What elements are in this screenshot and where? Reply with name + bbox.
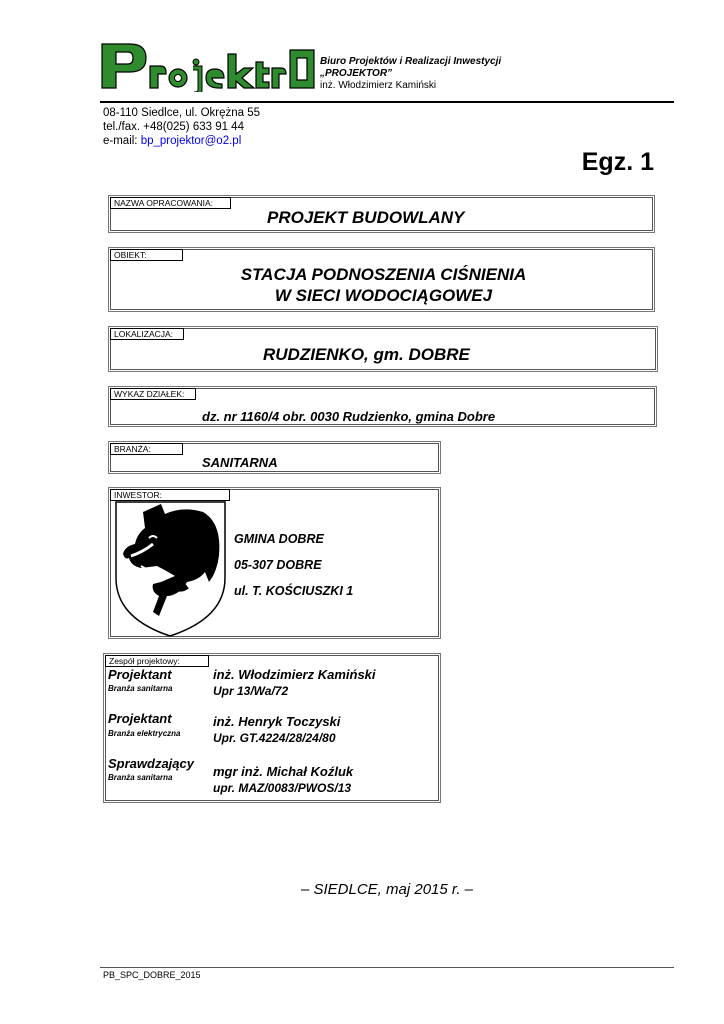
- coat-of-arms-boar-icon: [113, 500, 228, 638]
- project-name-box: [108, 195, 655, 233]
- location-label: LOKALIZACJA:: [110, 328, 184, 340]
- place-date: – SIEDLCE, maj 2015 r. –: [300, 881, 474, 898]
- team-member-2-role: Projektant: [108, 711, 172, 726]
- team-member-2-name: inż. Henryk Toczyski: [213, 714, 341, 729]
- document-code: PB_SPC_DOBRE_2015: [103, 970, 201, 980]
- email-link[interactable]: bp_projektor@o2.pl: [140, 135, 242, 147]
- team-member-1-name: inż. Włodzimierz Kamiński: [213, 667, 376, 682]
- investor-street: ul. T. KOŚCIUSZKI 1: [234, 584, 354, 598]
- plots-label: WYKAZ DZIAŁEK:: [110, 388, 196, 400]
- header-rule: [100, 101, 674, 103]
- copy-number: Egz. 1: [581, 148, 654, 176]
- discipline-label: BRANŻA:: [110, 443, 183, 455]
- team-member-1-role: Projektant: [108, 667, 172, 682]
- location-value: RUDZIENKO, gm. DOBRE: [263, 345, 470, 364]
- investor-name: GMINA DOBRE: [234, 532, 324, 546]
- firm-name-block: [320, 56, 501, 92]
- team-member-1-branch: Branża sanitarna: [108, 684, 173, 693]
- project-name-value: PROJEKT BUDOWLANY: [267, 208, 465, 227]
- project-name-label: NAZWA OPRACOWANIA:: [110, 197, 231, 209]
- discipline-value: SANITARNA: [202, 455, 278, 470]
- email-label: e-mail:: [103, 135, 141, 147]
- projektor-logo: [100, 40, 318, 92]
- team-member-3-name: mgr inż. Michał Koźluk: [213, 764, 354, 779]
- team-member-3-license: upr. MAZ/0083/PWOS/13: [213, 781, 352, 795]
- address-line: 08-110 Siedlce, ul. Okrężna 55: [103, 107, 261, 119]
- object-value-line1: STACJA PODNOSZENIA CIŚNIENIA: [240, 265, 527, 284]
- phone-line: tel./fax. +48(025) 633 91 44: [103, 121, 244, 133]
- investor-label: INWESTOR:: [110, 489, 230, 501]
- discipline-box: [108, 441, 441, 474]
- object-box: [108, 247, 655, 312]
- firm-owner: inż. Włodzimierz Kamiński: [320, 80, 437, 91]
- location-box: [108, 326, 658, 372]
- team-member-1-license: Upr 13/Wa/72: [213, 684, 289, 698]
- investor-postcode: 05-307 DOBRE: [234, 558, 322, 572]
- object-label: OBIEKT:: [110, 249, 183, 261]
- plots-value: dz. nr 1160/4 obr. 0030 Rudzienko, gmina Dobre: [202, 409, 496, 424]
- team-member-2-license: Upr. GT.4224/28/24/80: [213, 731, 336, 745]
- firm-name: Biuro Projektów i Realizacji Inwestycji: [320, 56, 502, 67]
- team-member-3-branch: Branża sanitarna: [108, 773, 173, 782]
- contact-block: [103, 106, 260, 148]
- object-value: [109, 264, 654, 306]
- team-member-3-role: Sprawdzający: [108, 756, 194, 771]
- team-member-2-branch: Branża elektryczna: [108, 729, 181, 738]
- firm-short-name: „PROJEKTOR”: [320, 68, 393, 79]
- email-line: [103, 134, 260, 148]
- footer-rule: [100, 967, 674, 968]
- plots-box: [108, 386, 657, 427]
- object-value-line2: W SIECI WODOCIĄGOWEJ: [274, 286, 493, 305]
- design-team-label: Zespół projektowy:: [105, 655, 209, 667]
